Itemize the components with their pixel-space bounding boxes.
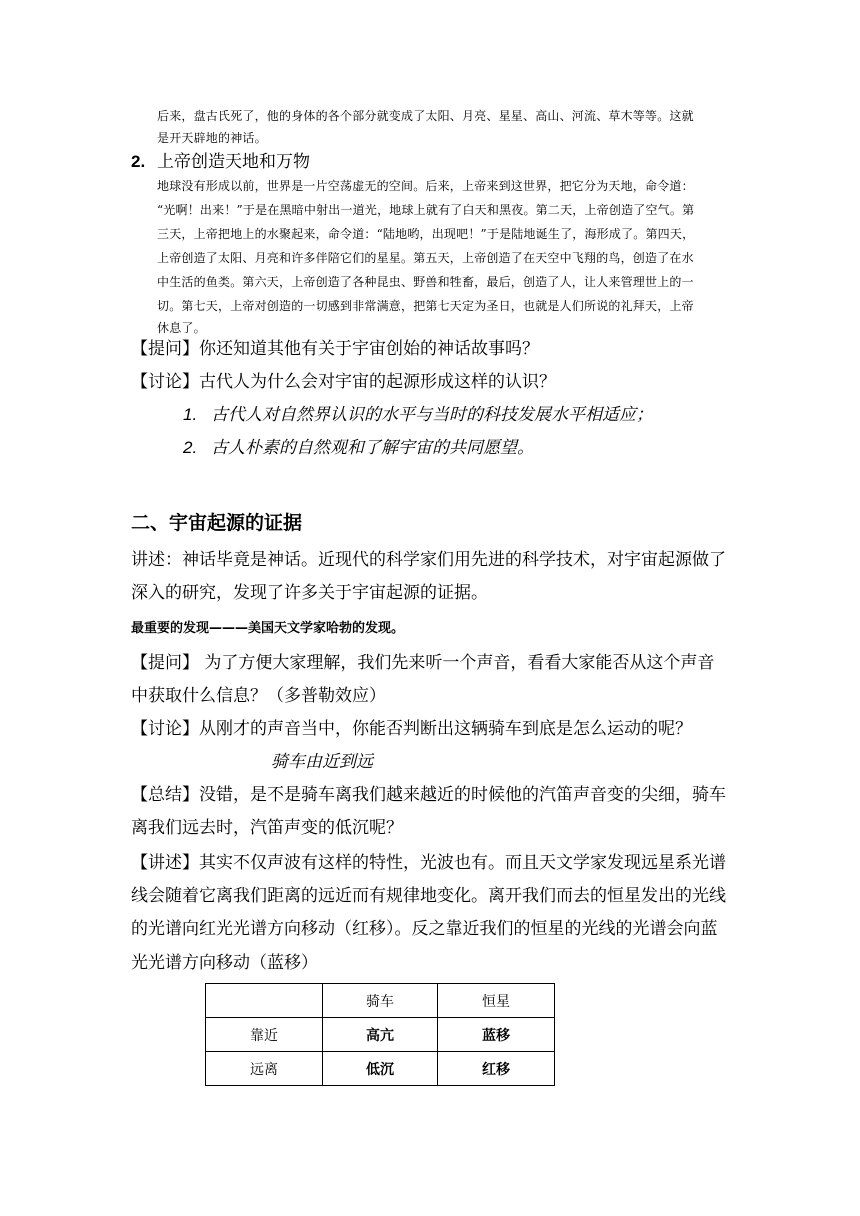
paragraph-line: 切。第七天，上帝对创造的一切感到非常满意，把第七天定为圣日，也就是人们所说的礼拜天，上帝 xyxy=(157,299,694,313)
explain-line: 【讲述】其实不仅声波有这样的特性，光波也有。而且天文学家发现远星系光谱 xyxy=(131,853,726,873)
comparison-table xyxy=(205,983,555,1086)
answer-item-1 xyxy=(183,398,653,432)
explain-line: 光光谱方向移动（蓝移） xyxy=(131,953,318,973)
table-cell: 低沉 xyxy=(323,1052,438,1086)
question-text: 【提问】你还知道其他有关于宇宙创始的神话故事吗？ xyxy=(131,339,539,359)
table-row xyxy=(206,1018,555,1052)
answer-number: 2. xyxy=(183,438,198,457)
key-discovery: 最重要的发现———美国天文学家哈勃的发现。 xyxy=(131,621,405,636)
table-header-cell: 骑车 xyxy=(323,984,438,1018)
explain-line: 线会随着它离我们距离的远近而有规律地变化。离开我们而去的恒星发出的光线 xyxy=(131,886,726,906)
paragraph-line: 三天，上帝把地上的水聚起来，命令道：“陆地哟，出现吧！”于是陆地诞生了，海形成了。第四天， xyxy=(157,227,695,241)
answer-number: 1. xyxy=(183,405,198,424)
list-number: 2. xyxy=(131,152,146,171)
table-cell: 高亢 xyxy=(323,1018,438,1052)
table-cell: 蓝移 xyxy=(438,1018,555,1052)
narration-line-1: 讲述：神话毕竟是神话。近现代的科学家们用先进的科学技术，对宇宙起源做了 xyxy=(131,550,726,570)
explain-line: 的光谱向红光光谱方向移动（红移）。反之靠近我们的恒星的光线的光谱会向蓝 xyxy=(131,919,718,939)
table-row xyxy=(206,1052,555,1086)
summary-line-2: 离我们远去时，汽笛声变的低沉呢？ xyxy=(131,818,403,838)
discussion-text: 【讨论】古代人为什么会对宇宙的起源形成这样的认识？ xyxy=(131,372,556,392)
narration-line-2: 深入的研究，发现了许多关于宇宙起源的证据。 xyxy=(131,583,488,603)
table-header-cell xyxy=(206,984,323,1018)
answer-text: 古代人对自然界认识的水平与当时的科技发展水平相适应； xyxy=(211,405,653,425)
table-row-label: 远离 xyxy=(206,1052,323,1086)
paragraph-line: 休息了。 xyxy=(157,321,206,335)
answer-text: 古人朴素的自然观和了解宇宙的共同愿望。 xyxy=(211,438,534,458)
paragraph-line: 地球没有形成以前，世界是一片空荡虚无的空间。后来，上帝来到这世界，把它分为天地，命令道： xyxy=(157,179,694,193)
discussion-text: 【讨论】从刚才的声音当中，你能否判断出这辆骑车到底是怎么运动的呢？ xyxy=(131,719,692,739)
intro-line-1: 后来，盘古氏死了，他的身体的各个部分就变成了太阳、月亮、星星、高山、河流、草木等等。这就 xyxy=(157,109,694,123)
section-heading: 二、宇宙起源的证据 xyxy=(131,512,303,534)
answer-text: 骑车由近到远 xyxy=(271,752,373,772)
table-header-cell: 恒星 xyxy=(438,984,555,1018)
answer-item-2 xyxy=(183,431,534,465)
paragraph-line: 中生活的鱼类。第六天，上帝创造了各种昆虫、野兽和牲畜，最后，创造了人，让人来管理世上的一 xyxy=(157,275,694,289)
question-line-1: 【提问】 为了方便大家理解，我们先来听一个声音，看看大家能否从这个声音 xyxy=(131,653,715,673)
list-title-text: 上帝创造天地和万物 xyxy=(157,152,310,172)
paragraph-line: “光啊！出来！”于是在黑暗中射出一道光，地球上就有了白天和黑夜。第二天，上帝创造了空气。第 xyxy=(157,203,695,217)
intro-line-2: 是开天辟地的神话。 xyxy=(157,131,267,145)
table-row-label: 靠近 xyxy=(206,1018,323,1052)
summary-line-1: 【总结】没错，是不是骑车离我们越来越近的时候他的汽笛声音变的尖细，骑车 xyxy=(131,785,726,805)
table-header-row xyxy=(206,984,555,1018)
list-item-2-title xyxy=(131,150,310,174)
table-cell: 红移 xyxy=(438,1052,555,1086)
question-line-2: 中获取什么信息？（多普勒效应） xyxy=(131,686,386,706)
paragraph-line: 上帝创造了太阳、月亮和许多伴陪它们的星星。第五天，上帝创造了在天空中飞翔的鸟，创造了在水 xyxy=(157,251,694,265)
